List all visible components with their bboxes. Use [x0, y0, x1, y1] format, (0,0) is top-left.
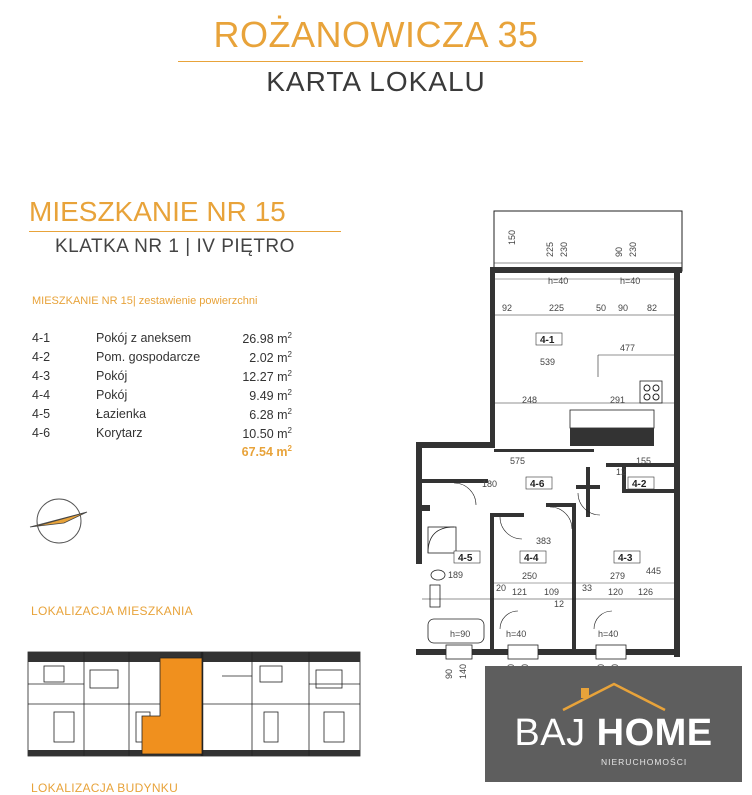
logo-name: BAJ HOME	[514, 712, 713, 754]
dimension-labels	[444, 230, 661, 679]
svg-text:539: 539	[540, 357, 556, 367]
building-location-plan	[24, 646, 364, 762]
room-name: Pokój	[96, 369, 128, 383]
room-label: 4-4	[524, 553, 539, 564]
svg-text:225: 225	[549, 303, 565, 313]
svg-text:92: 92	[502, 303, 513, 313]
room-code: 4-1	[32, 331, 51, 345]
svg-text:180: 180	[482, 479, 498, 489]
area-row	[32, 388, 292, 406]
room-code: 4-3	[32, 369, 51, 383]
svg-text:h=40: h=40	[548, 276, 569, 286]
svg-text:12: 12	[554, 599, 565, 609]
svg-text:575: 575	[510, 456, 526, 466]
apartment-location-highlight	[142, 658, 202, 754]
room-label: 4-6	[530, 479, 545, 490]
room-name: Pokój z aneksem	[96, 331, 192, 345]
page-title: ROŻANOWICZA 35	[213, 14, 539, 55]
apartment-title: MIESZKANIE NR 15	[29, 196, 286, 227]
svg-text:h=40: h=40	[598, 629, 619, 639]
svg-text:h=90: h=90	[450, 629, 471, 639]
room-name: Pom. gospodarcze	[96, 350, 201, 364]
room-label: 4-5	[458, 553, 473, 564]
svg-text:109: 109	[544, 587, 560, 597]
svg-text:250: 250	[522, 571, 538, 581]
room-area: 10.50 $m^2$	[242, 426, 292, 442]
room-code: 4-6	[32, 426, 51, 440]
svg-text:155: 155	[636, 456, 652, 466]
svg-text:90: 90	[444, 668, 454, 679]
room-code: 4-4	[32, 388, 51, 402]
svg-text:82: 82	[647, 303, 658, 313]
svg-text:248: 248	[522, 395, 538, 405]
area-row	[32, 426, 292, 444]
svg-text:140: 140	[458, 663, 468, 679]
room-code: 4-5	[32, 407, 51, 421]
svg-text:h=40: h=40	[506, 629, 527, 639]
room-area: 12.27 $m^2$	[242, 369, 292, 385]
svg-text:h=40: h=40	[620, 276, 641, 286]
area-row	[32, 407, 292, 425]
page-subtitle: KARTA LOKALU	[266, 66, 486, 97]
svg-text:33: 33	[582, 583, 593, 593]
svg-text:126: 126	[638, 587, 654, 597]
building-location-heading: LOKALIZACJA BUDYNKU	[31, 781, 179, 795]
svg-text:50: 50	[596, 303, 607, 313]
room-area: 26.98 $m^2$	[242, 331, 292, 347]
room-label: 4-3	[618, 553, 633, 564]
area-total: 67.54 $m^2$	[241, 444, 292, 460]
location-heading: LOKALIZACJA MIESZKANIA	[31, 604, 193, 618]
compass-icon	[24, 496, 94, 546]
roof-icon	[559, 680, 669, 714]
room-area: 9.49 $m^2$	[249, 388, 292, 404]
svg-text:291: 291	[610, 395, 626, 405]
svg-text:383: 383	[536, 536, 552, 546]
area-table-heading: MIESZKANIE NR 15| zestawienie powierzchni	[32, 295, 258, 307]
room-name: Łazienka	[96, 407, 147, 421]
room-labels	[454, 333, 654, 564]
svg-text:230: 230	[628, 241, 638, 257]
svg-text:445: 445	[646, 566, 662, 576]
title-divider	[178, 61, 583, 62]
apartment-divider	[29, 231, 341, 232]
svg-text:189: 189	[448, 570, 464, 580]
svg-text:120: 120	[608, 587, 624, 597]
svg-text:12: 12	[616, 467, 627, 477]
room-area: 2.02 $m^2$	[249, 350, 292, 366]
svg-text:150: 150	[507, 229, 517, 245]
svg-text:90: 90	[614, 246, 624, 257]
area-row	[32, 350, 292, 368]
svg-text:230: 230	[559, 241, 569, 257]
svg-text:279: 279	[610, 571, 626, 581]
svg-text:225: 225	[545, 241, 555, 257]
floor-plan	[410, 205, 685, 680]
apartment-subtitle: KLATKA NR 1 | IV PIĘTRO	[55, 236, 295, 257]
svg-text:121: 121	[512, 587, 528, 597]
area-row	[32, 369, 292, 387]
svg-text:477: 477	[620, 343, 636, 353]
room-name: Korytarz	[96, 426, 143, 440]
room-code: 4-2	[32, 350, 51, 364]
room-label: 4-2	[632, 479, 647, 490]
logo-tagline: NIERUCHOMOŚCI	[601, 757, 688, 767]
room-name: Pokój	[96, 388, 128, 402]
room-label: 4-1	[540, 335, 555, 346]
svg-text:20: 20	[496, 583, 507, 593]
room-area: 6.28 $m^2$	[249, 407, 292, 423]
area-row	[32, 331, 292, 349]
svg-text:90: 90	[618, 303, 629, 313]
company-logo	[485, 666, 742, 782]
